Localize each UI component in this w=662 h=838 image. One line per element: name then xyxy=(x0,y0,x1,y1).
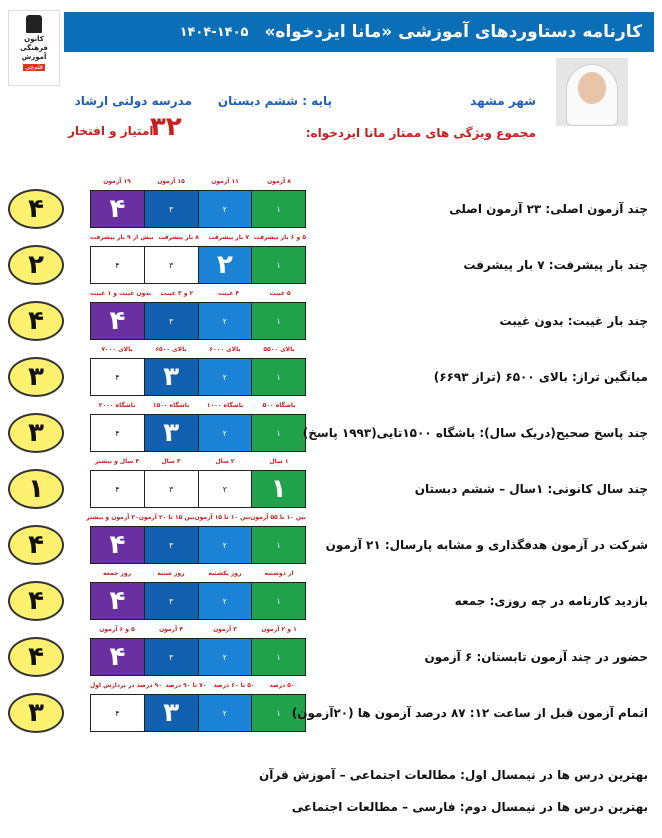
level-grid xyxy=(90,302,306,340)
year-range: ۱۴۰۴-۱۴۰۵ xyxy=(179,24,249,40)
row-label: میانگین تراز: بالای ۶۵۰۰ (تراز ۶۶۹۳) xyxy=(433,370,648,384)
row-caption: ۱۵ آزمون xyxy=(157,178,185,185)
row-caption: ۴ آزمون xyxy=(159,626,183,633)
score-label: امتیاز و افتخار xyxy=(68,124,154,138)
row-score-badge: ۴ xyxy=(8,581,64,621)
row-label: چند پاسخ صحیح(دریک سال): باشگاه ۱۵۰۰تایی(۱۹۹۳ پاسخ) xyxy=(302,426,648,440)
level-cell: ۳ xyxy=(144,527,198,563)
row-captions xyxy=(90,346,306,353)
row-score-badge: ۲ xyxy=(8,245,64,285)
level-grid xyxy=(90,246,306,284)
level-cell: ۱ xyxy=(251,695,305,731)
row-caption: ۳ آزمون xyxy=(213,626,237,633)
row-caption: ۱ سال xyxy=(269,458,289,465)
row-captions xyxy=(90,178,306,185)
row-caption: بالای ۶۵۰۰ xyxy=(155,346,187,353)
school: مدرسه دولتی ارشاد xyxy=(74,94,192,108)
row-caption: ۸ بار پیشرفت xyxy=(158,234,199,241)
level-cell: ۴ xyxy=(91,639,144,675)
row-caption: ۲ سال xyxy=(215,458,235,465)
level-cell: ۲ xyxy=(198,415,252,451)
level-grid xyxy=(90,694,306,732)
row-caption: روز یکشنبه xyxy=(208,570,242,577)
row-score-badge: ۳ xyxy=(8,357,64,397)
level-cell: ۴ xyxy=(91,247,144,283)
row-caption: ۱۹ آزمون xyxy=(103,178,131,185)
level-cell: ۱ xyxy=(251,359,305,395)
level-cell: ۳ xyxy=(144,247,198,283)
level-grid xyxy=(90,190,306,228)
row-caption: ۷۰ تا ۹۰ درصد xyxy=(165,682,207,689)
grade: پایه : ششم دبستان xyxy=(217,94,332,108)
row-caption: بین ۱۰ تا ۵۵ آزمون xyxy=(250,514,306,521)
logo-badge: قلم‌چی xyxy=(25,64,43,71)
row-caption: ۸ آزمون xyxy=(267,178,291,185)
row-caption: بالای ۷۰۰۰ xyxy=(101,346,133,353)
row-caption: ۵۰ تا ۶۰ درصد xyxy=(213,682,255,689)
row-caption: روز جمعه xyxy=(102,570,132,577)
row-score-badge: ۳ xyxy=(8,413,64,453)
logo xyxy=(8,10,60,86)
row-caption: بالای ۶۰۰۰ xyxy=(209,346,241,353)
row-caption: بدون غیبت و ۱ غیبت xyxy=(90,290,152,297)
row-captions xyxy=(86,514,306,521)
level-grid xyxy=(90,470,306,508)
student-photo xyxy=(556,58,628,126)
total-score: ۳۲ xyxy=(150,112,182,142)
level-cell: ۱ xyxy=(251,527,305,563)
level-grid xyxy=(90,582,306,620)
level-cell: ۲ xyxy=(198,583,252,619)
level-cell: ۳ xyxy=(144,415,198,451)
row-captions xyxy=(90,458,306,465)
row-caption: ۲۰ آزمون و بیشتر xyxy=(86,514,139,521)
level-cell: ۴ xyxy=(91,695,144,731)
row-label: چند آزمون اصلی: ۲۳ آزمون اصلی xyxy=(449,202,648,216)
level-cell: ۳ xyxy=(144,471,198,507)
row-caption: ۵۰ درصد xyxy=(269,682,295,689)
row-label: بازدید کارنامه در چه روزی: جمعه xyxy=(454,594,648,608)
row-score-badge: ۴ xyxy=(8,189,64,229)
level-cell: ۳ xyxy=(144,583,198,619)
row-caption: باشگاه ۲۰۰۰ xyxy=(98,402,136,409)
row-label: چند سال کانونی: ۱سال – ششم دبستان xyxy=(414,482,648,496)
level-cell: ۳ xyxy=(144,639,198,675)
row-score-badge: ۴ xyxy=(8,637,64,677)
row-caption: ۵ و ۶ آزمون xyxy=(99,626,135,633)
row-caption: روز شنبه xyxy=(157,570,185,577)
level-cell: ۱ xyxy=(251,471,305,507)
level-cell: ۴ xyxy=(91,191,144,227)
row-caption: از دوشنبه xyxy=(264,570,294,577)
row-caption: باشگاه ۱۵۰۰ xyxy=(152,402,190,409)
row-caption: باشگاه ۵۰۰ xyxy=(262,402,296,409)
level-cell: ۴ xyxy=(91,527,144,563)
row-score-badge: ۳ xyxy=(8,693,64,733)
level-cell: ۲ xyxy=(198,527,252,563)
level-cell: ۳ xyxy=(144,695,198,731)
level-cell: ۴ xyxy=(91,471,144,507)
row-captions xyxy=(90,402,306,409)
row-caption: ۷ بار پیشرفت xyxy=(208,234,250,241)
row-caption: ۵ غیبت xyxy=(269,290,291,297)
row-label: حضور در چند آزمون تابستان: ۶ آزمون xyxy=(424,650,648,664)
level-grid xyxy=(90,638,306,676)
level-cell: ۳ xyxy=(144,359,198,395)
level-cell: ۲ xyxy=(198,695,252,731)
level-grid xyxy=(90,358,306,396)
best-subjects-term2: بهترین درس ها در نیمسال دوم: فارسی – مطالعات اجتماعی xyxy=(291,800,648,814)
graduate-icon xyxy=(26,15,42,33)
row-caption: باشگاه ۱۰۰۰ xyxy=(206,402,244,409)
level-cell: ۴ xyxy=(91,583,144,619)
level-cell: ۱ xyxy=(251,303,305,339)
row-caption: بالای ۵۵۰۰ xyxy=(263,346,295,353)
row-captions xyxy=(90,626,306,633)
level-cell: ۱ xyxy=(251,415,305,451)
row-caption: ۵ و ۶ بار پیشرفت xyxy=(253,234,306,241)
row-captions xyxy=(90,682,306,689)
level-cell: ۱ xyxy=(251,191,305,227)
level-cell: ۲ xyxy=(198,359,252,395)
row-caption: بین ۱۵ تا ۲۰ آزمون xyxy=(138,514,195,521)
row-caption: ۱ و ۲ آزمون xyxy=(261,626,297,633)
level-grid xyxy=(90,526,306,564)
row-score-badge: ۴ xyxy=(8,301,64,341)
logo-text-1: کانون xyxy=(24,35,44,43)
level-cell: ۲ xyxy=(198,247,252,283)
level-cell: ۱ xyxy=(251,583,305,619)
row-caption: ۴ سال و بیشتر xyxy=(94,458,140,465)
level-cell: ۲ xyxy=(198,471,252,507)
level-cell: ۲ xyxy=(198,639,252,675)
row-caption: ۳ سال xyxy=(161,458,181,465)
logo-text-2: فرهنگی xyxy=(20,44,48,52)
level-grid xyxy=(90,414,306,452)
level-cell: ۴ xyxy=(91,415,144,451)
level-cell: ۴ xyxy=(91,359,144,395)
level-cell: ۲ xyxy=(198,303,252,339)
row-caption: ۲ و ۳ غیبت xyxy=(160,290,194,297)
level-cell: ۱ xyxy=(251,639,305,675)
level-cell: ۲ xyxy=(198,191,252,227)
logo-text-3: آموزش xyxy=(21,53,47,61)
row-caption: ۱۱ آزمون xyxy=(211,178,239,185)
row-captions xyxy=(90,290,306,297)
page-title: کارنامه دستاوردهای آموزشی «مانا ایزدخواه» xyxy=(264,22,642,42)
photo-face xyxy=(578,72,606,104)
level-cell: ۳ xyxy=(144,303,198,339)
row-label: چند بار پیشرفت: ۷ بار پیشرفت xyxy=(463,258,648,272)
row-score-badge: ۴ xyxy=(8,525,64,565)
row-label: اتمام آزمون قبل از ساعت ۱۲: ۸۷ درصد آزمون ها (۲۰آزمون) xyxy=(291,706,648,720)
row-score-badge: ۱ xyxy=(8,469,64,509)
row-caption: بین ۱۰ تا ۱۵ آزمون xyxy=(194,514,251,521)
row-label: شرکت در آزمون هدفگذاری و مشابه پارسال: ۲۱ آزمون xyxy=(325,538,648,552)
level-cell: ۴ xyxy=(91,303,144,339)
row-caption: ۴ غیبت xyxy=(217,290,240,297)
best-subjects-term1: بهترین درس ها در نیمسال اول: مطالعات اجتماعی – آموزش قرآن xyxy=(259,768,648,782)
level-cell: ۱ xyxy=(251,247,305,283)
row-captions xyxy=(90,570,306,577)
row-label: چند بار غیبت: بدون غیبت xyxy=(499,314,648,328)
row-caption: ۹۰ درصد در پردازش اول xyxy=(89,682,162,689)
features-label: مجموع ویژگی های ممتاز مانا ایزدخواه: xyxy=(305,126,536,140)
header-bar xyxy=(64,12,654,52)
city: شهر مشهد xyxy=(470,94,536,108)
row-captions xyxy=(90,234,306,241)
row-caption: بیش از ۹ بار پیشرفت xyxy=(90,234,154,241)
level-cell: ۳ xyxy=(144,191,198,227)
